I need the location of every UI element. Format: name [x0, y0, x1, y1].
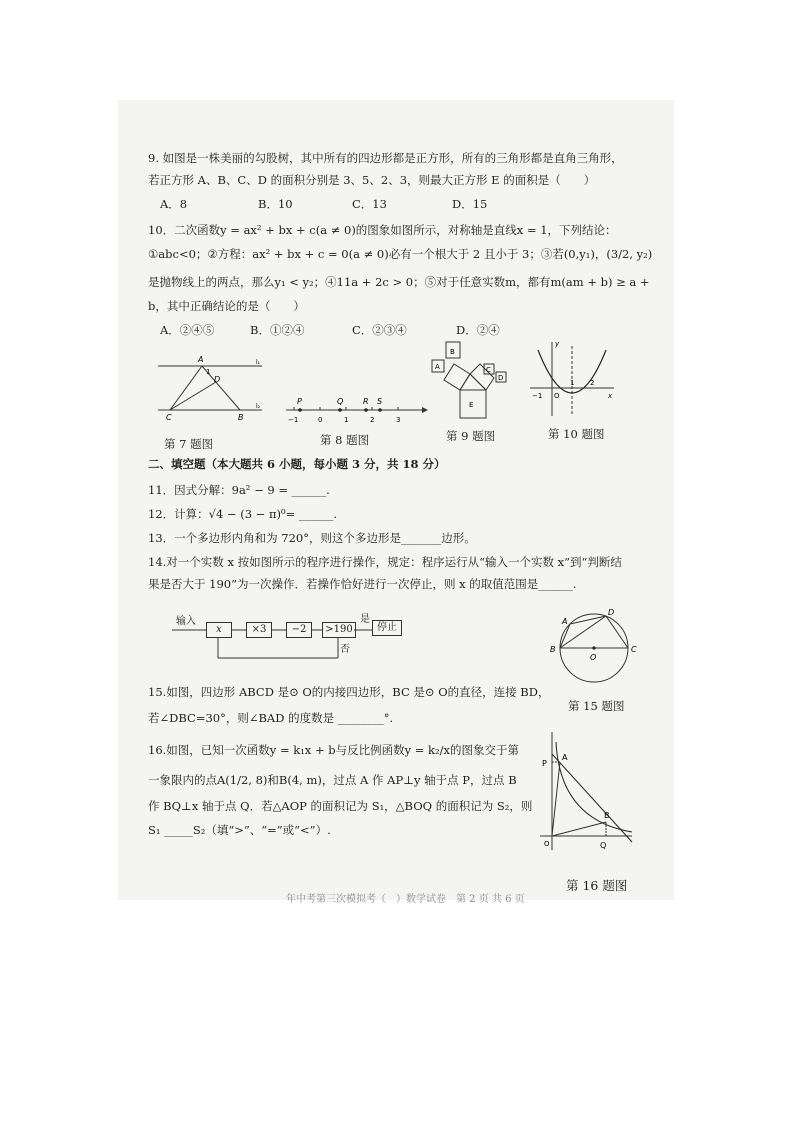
fig10-label-1: 1 — [570, 379, 575, 387]
q10-line2: ①abc<0；②方程：ax² + bx + c = 0(a ≠ 0)必有一个根大于 2 且小于 3；③若(0,y₁)，(3/2, y₂) — [148, 247, 653, 261]
fig16-label-b: B — [604, 811, 610, 820]
fig16-label-q: Q — [600, 841, 607, 850]
fig8-number-line — [282, 392, 430, 426]
fig15-label-o: O — [590, 653, 597, 662]
flow-yes-label: 是 — [360, 614, 370, 625]
q10-option-c: C．②③④ — [352, 323, 407, 337]
fig7-label-l2: l₂ — [256, 403, 261, 410]
q9-line2: 若正方形 A、B、C、D 的面积分别是 3、5、2、3，则最大正方形 E 的面积是（ ） — [148, 173, 596, 187]
fig16-label-a: A — [562, 753, 568, 762]
fig16-caption: 第 16 题图 — [566, 878, 628, 893]
fig8-label-p: P — [297, 397, 302, 406]
fig8-tick-3: 3 — [396, 416, 401, 424]
fig7-label-d: D — [214, 375, 221, 384]
fig9-label-c: C — [486, 366, 491, 374]
q10-option-b: B．①②④ — [250, 323, 305, 337]
fig15-label-b: B — [550, 645, 556, 654]
fig7-label-b: B — [238, 413, 244, 422]
q16-line2: 一象限内的点A(1/2, 8)和B(4, m)，过点 A 作 AP⊥y 轴于点 P，过点 B — [148, 773, 517, 787]
flow-no-label: 否 — [340, 644, 350, 655]
fig8-tick-2: 2 — [370, 416, 375, 424]
flow-box-minus2: −2 — [286, 622, 312, 638]
fig15-label-d: D — [608, 608, 615, 617]
fig10-label-x: x — [608, 392, 613, 400]
fig9-label-b: B — [450, 348, 455, 356]
fig9-caption: 第 9 题图 — [446, 429, 496, 443]
flow-box-x: x — [206, 622, 232, 638]
fig8-tick-0: 0 — [318, 416, 323, 424]
flow-box-stop: 停止 — [372, 620, 402, 636]
q15-line2: 若∠DBC=30°，则∠BAD 的度数是 ________°. — [148, 711, 394, 725]
flow-box-times3: ×3 — [246, 622, 272, 638]
fig16-function-graph — [536, 728, 636, 854]
q9-option-b: B．10 — [258, 197, 293, 211]
q16-line3: 作 BQ⊥x 轴于点 Q．若△AOP 的面积记为 S₁，△BOQ 的面积记为 S₂，则 — [148, 799, 533, 813]
fig10-label-neg1: −1 — [532, 392, 543, 400]
fig8-label-q: Q — [337, 397, 344, 406]
q10-option-a: A．②④⑤ — [160, 323, 215, 337]
section2-heading: 二、填空题（本大题共 6 小题，每小题 3 分，共 18 分） — [148, 457, 446, 471]
fig15-caption: 第 15 题图 — [568, 699, 625, 713]
fig8-tick-neg1: −1 — [288, 416, 299, 424]
fig10-label-o: O — [554, 392, 560, 400]
q10-line3: 是抛物线上的两点，那么y₁ < y₂；④11a + 2c > 0；⑤对于任意实数m，都有m(am + b) ≥ a + — [148, 275, 650, 289]
fig7-caption: 第 7 题图 — [164, 437, 214, 451]
q9-option-d: D．15 — [452, 197, 488, 211]
q16-line4: S₁ _____S₂（填“>”、“=”或“<”）. — [148, 823, 331, 837]
fig15-label-c: C — [631, 645, 637, 654]
fig10-caption: 第 10 题图 — [548, 427, 605, 441]
page-footer: 年中考第三次模拟考（ ）数学试卷 第 2 页 共 6 页 — [286, 894, 525, 905]
q11-text: 11．因式分解：9a² − 9 = ______. — [148, 483, 330, 497]
fig9-label-e: E — [469, 401, 474, 409]
q9-option-a: A．8 — [160, 197, 188, 211]
fig9-pythagoras-tree — [428, 338, 512, 422]
fig8-label-r: R — [363, 397, 369, 406]
q15-line1: 15.如图，四边形 ABCD 是⊙ O的内接四边形，BC 是⊙ O的直径，连接 BD， — [148, 685, 550, 699]
fig15-circle-diagram — [542, 606, 646, 686]
fig9-label-a: A — [435, 363, 440, 371]
fig10-parabola-graph — [526, 336, 618, 420]
fig15-label-a: A — [562, 617, 568, 626]
fig8-tick-1: 1 — [344, 416, 349, 424]
q9-line1: 9. 如图是一株美丽的勾股树，其中所有的四边形都是正方形，所有的三角形都是直角三角形， — [148, 151, 623, 165]
flow-input-label: 输入 — [176, 616, 196, 627]
fig10-label-2: 2 — [590, 379, 595, 387]
q16-line1: 16.如图，已知一次函数y = k₁x + b与反比例函数y = k₂/x的图象交于第 — [148, 743, 519, 757]
fig7-label-l1: l₁ — [256, 359, 261, 366]
fig8-label-s: S — [377, 397, 383, 406]
q14-line2: 果是否大于 190”为一次操作．若操作恰好进行一次停止，则 x 的取值范围是______. — [148, 577, 577, 591]
fig16-label-p: P — [542, 759, 547, 768]
q12-text: 12．计算：√4 − (3 − π)⁰= ______. — [148, 507, 338, 521]
fig8-caption: 第 8 题图 — [320, 433, 370, 447]
fig16-label-o: O — [544, 840, 550, 848]
q10-option-d: D．②④ — [456, 323, 500, 337]
q9-option-c: C．13 — [352, 197, 387, 211]
fig7-label-1: 1 — [206, 368, 211, 376]
q10-line4: b，其中正确结论的是（ ） — [148, 299, 305, 313]
fig10-label-y: y — [555, 340, 560, 348]
q13-text: 13．一个多边形内角和为 720°，则这个多边形是_______边形。 — [148, 531, 476, 545]
q14-line1: 14.对一个实数 x 按如图所示的程序进行操作，规定：程序运行从“输入一个实数 x”到“判断结 — [148, 555, 622, 569]
fig7-label-a: A — [198, 355, 204, 364]
fig7-diagram — [150, 352, 270, 424]
q10-line1: 10．二次函数y = ax² + bx + c(a ≠ 0)的图象如图所示，对称轴是直线x = 1，下列结论： — [148, 223, 617, 237]
fig7-label-c: C — [166, 413, 172, 422]
flow-box-gt190: >190 — [322, 622, 356, 638]
fig9-label-d: D — [498, 374, 504, 382]
